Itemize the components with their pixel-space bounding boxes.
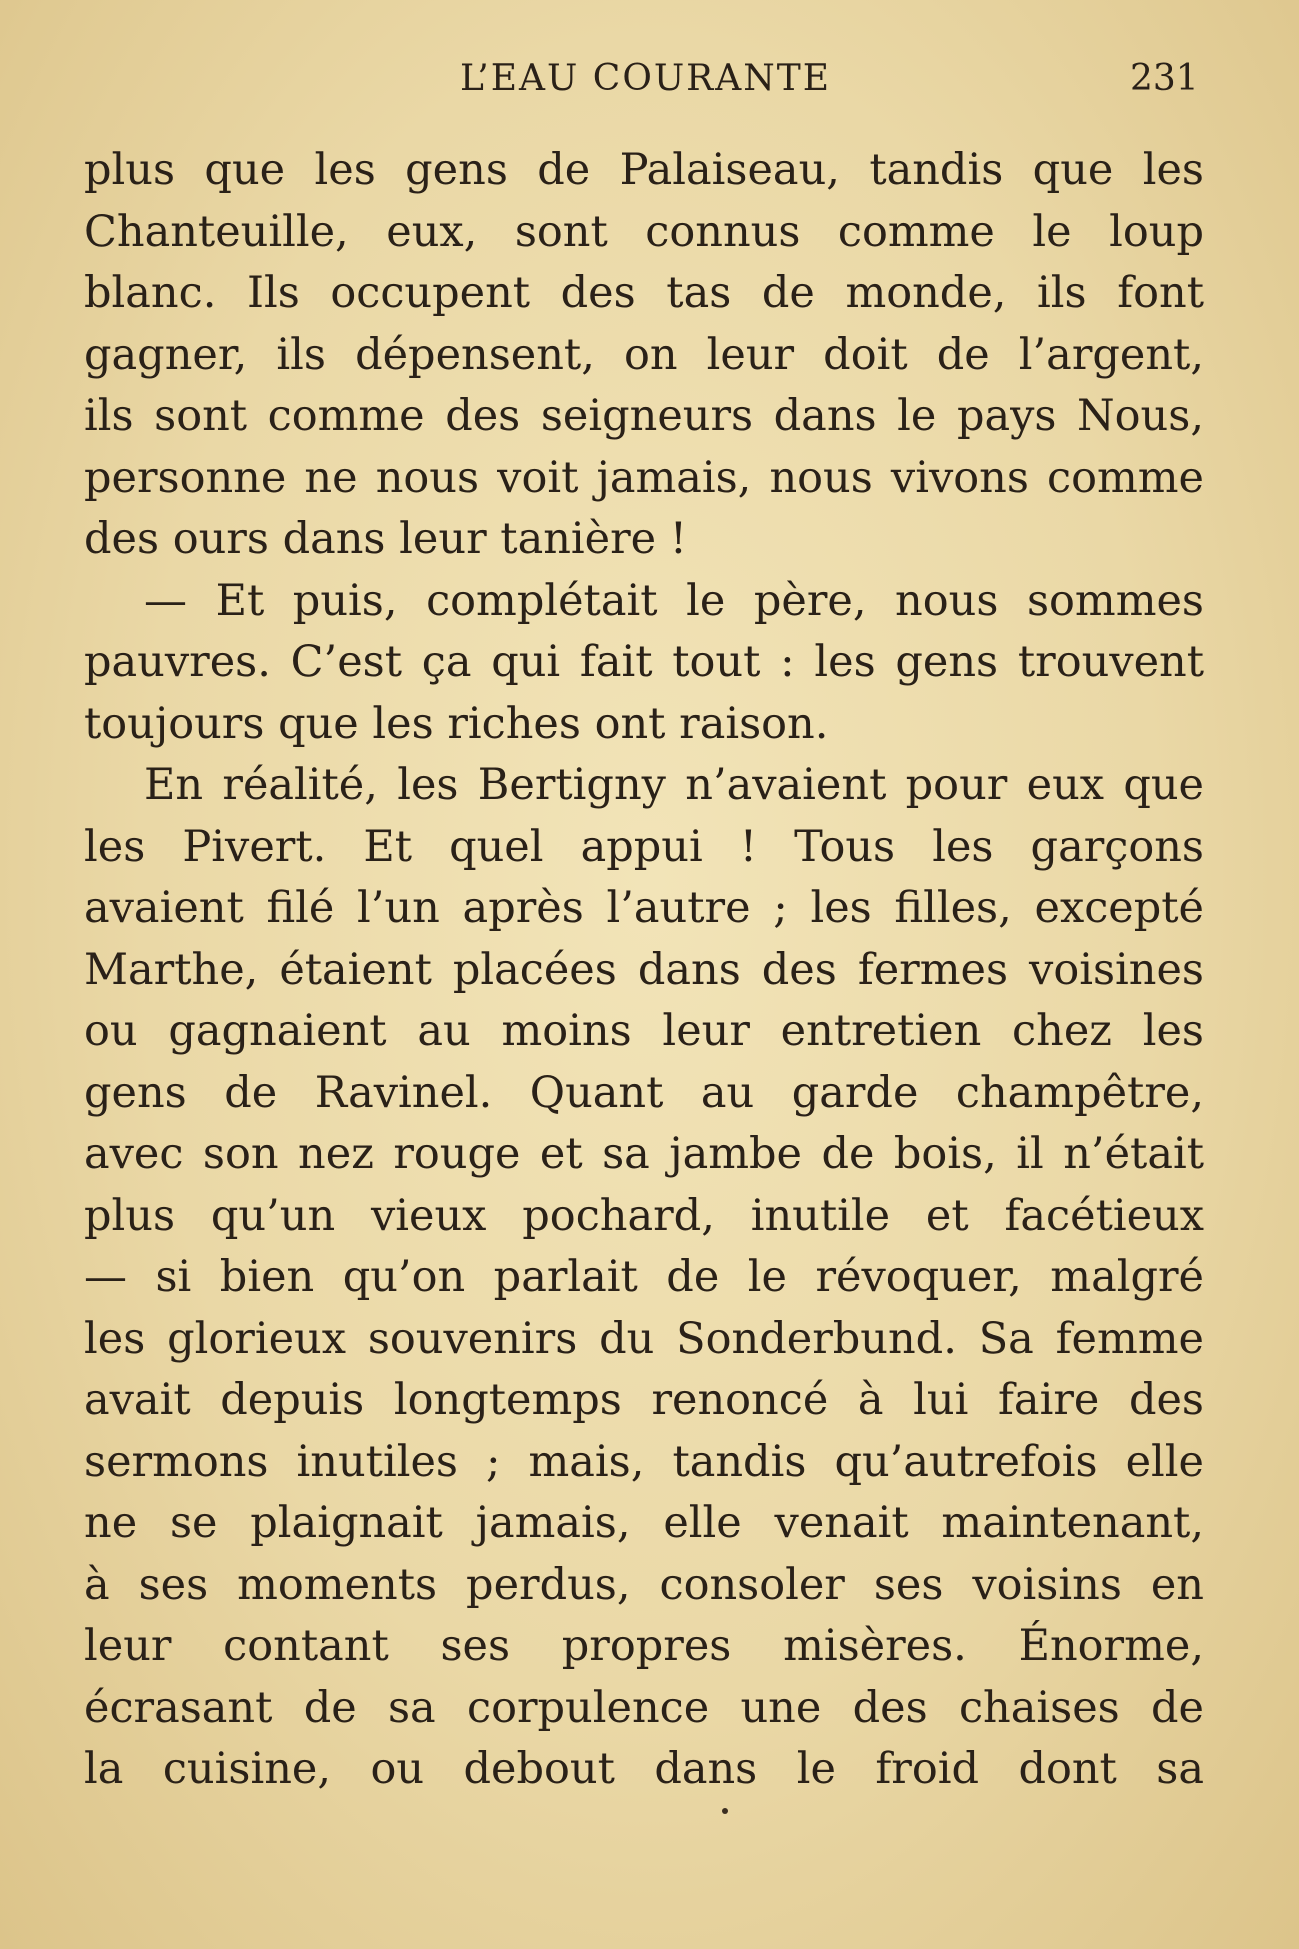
text-line: Marthe, étaient placées dans des fermes voisines (84, 944, 1204, 995)
text-line: gens de Ravinel. Quant au garde champêtre, (84, 1067, 1204, 1118)
text-line: ou gagnaient au moins leur entretien chez les (84, 1006, 1204, 1056)
text-line: sermons inutiles ; mais, tandis qu’autrefois elle (84, 1436, 1204, 1487)
text-line: En réalité, les Bertigny n’avaient pour eux que (144, 760, 1204, 810)
running-head (0, 52, 1299, 112)
text-line: avait depuis longtemps renoncé à lui faire des (84, 1375, 1204, 1425)
text-line: les glorieux souvenirs du Sonderbund. Sa femme (84, 1313, 1204, 1364)
text-line: avaient filé l’un après l’autre ; les filles, excepté (84, 883, 1204, 933)
text-line: gagner, ils dépensent, on leur doit de l’argent, (84, 329, 1204, 380)
text-line: ne se plaignait jamais, elle venait maintenant, (84, 1498, 1204, 1548)
text-line: — Et puis, complétait le père, nous sommes (144, 575, 1204, 626)
page-number: 231 (1130, 58, 1199, 99)
text-line: avec son nez rouge et sa jambe de bois, il n’était (84, 1129, 1204, 1179)
text-line: — si bien qu’on parlait de le révoquer, malgré (84, 1252, 1204, 1302)
text-line: blanc. Ils occupent des tas de monde, ils font (84, 268, 1204, 318)
text-line: plus qu’un vieux pochard, inutile et facétieux (84, 1190, 1204, 1241)
text-line: personne ne nous voit jamais, nous vivons comme (84, 452, 1204, 503)
text-line: plus que les gens de Palaiseau, tandis que les (84, 145, 1204, 195)
text-line: pauvres. C’est ça qui fait tout : les gens trouvent (84, 637, 1204, 687)
text-line: la cuisine, ou debout dans le froid dont sa (84, 1744, 1204, 1794)
text-line: ils sont comme des seigneurs dans le pays Nous, (84, 391, 1204, 441)
body-text (84, 140, 1204, 1801)
text-line: les Pivert. Et quel appui ! Tous les garçons (84, 821, 1204, 872)
text-line: des ours dans leur tanière ! (84, 514, 688, 564)
text-line: toujours que les riches ont raison. (84, 698, 829, 749)
text-line: écrasant de sa corpulence une des chaises de (84, 1682, 1204, 1733)
text-line: Chanteuille, eux, sont connus comme le loup (84, 206, 1204, 257)
ink-dot (722, 1808, 728, 1814)
text-line: à ses moments perdus, consoler ses voisins en (84, 1559, 1204, 1610)
text-line: leur contant ses propres misères. Énorme, (84, 1621, 1204, 1671)
running-title: L’EAU COURANTE (460, 58, 832, 99)
